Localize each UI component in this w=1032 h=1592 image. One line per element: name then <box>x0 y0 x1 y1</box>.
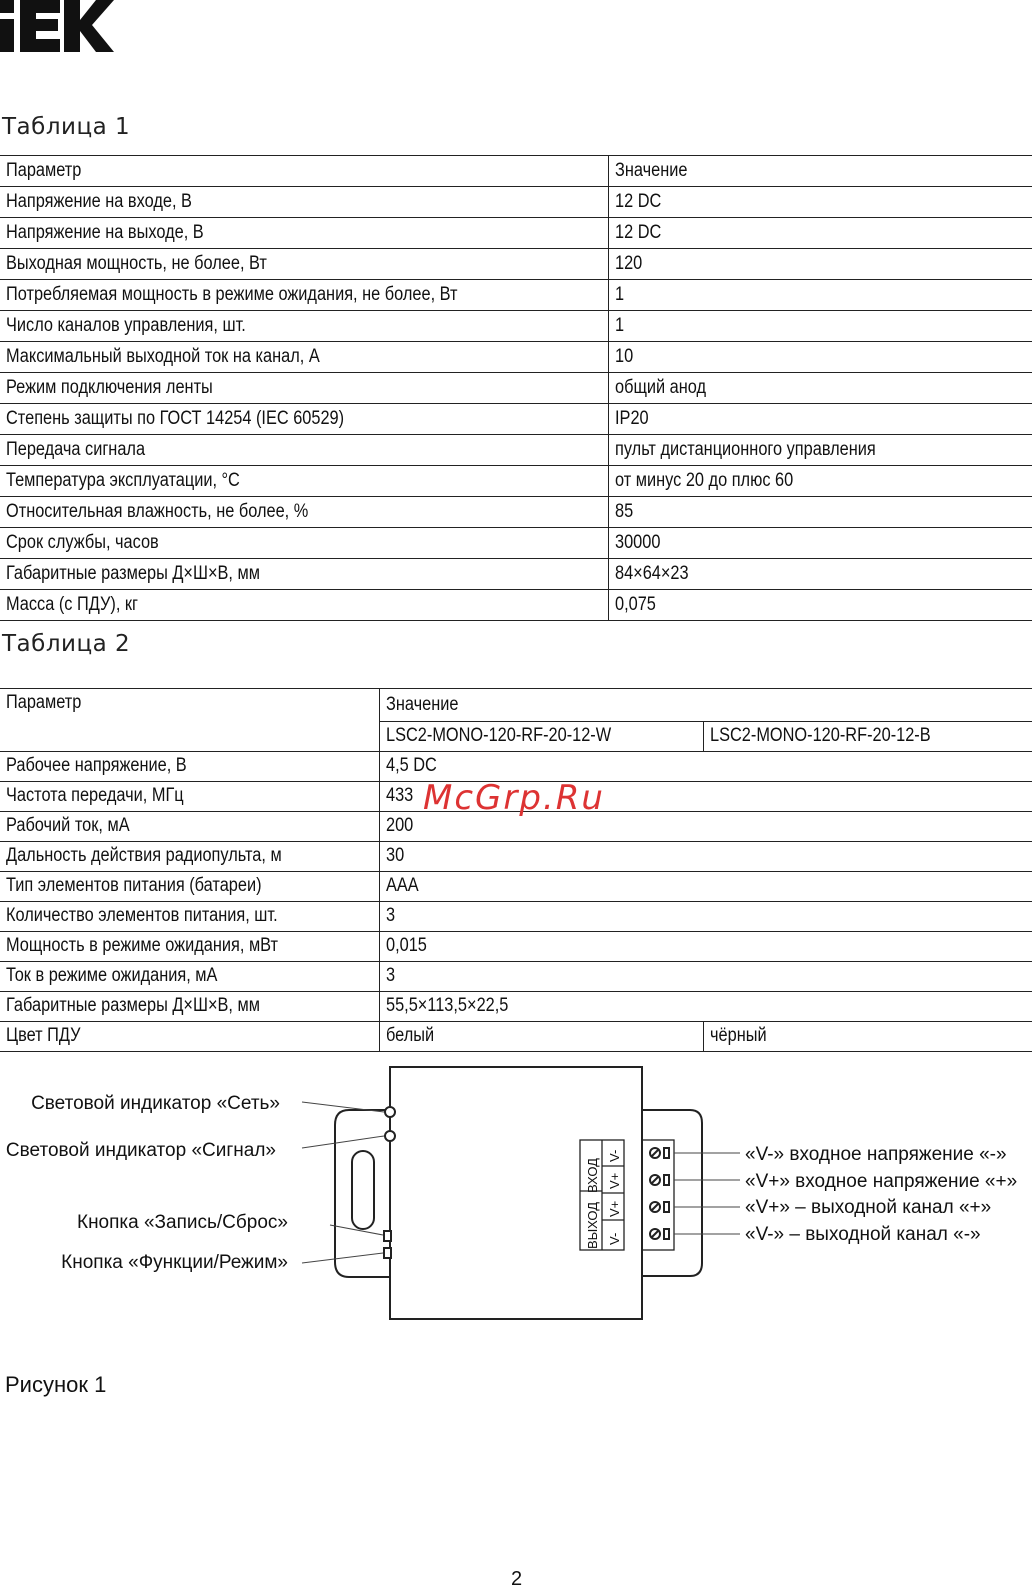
value-cell: 1 <box>608 280 1032 311</box>
param-cell: Число каналов управления, шт. <box>0 311 608 342</box>
table-row-color <box>0 1021 1032 1051</box>
param-cell: Рабочий ток, мА <box>0 811 379 841</box>
table-row <box>0 991 1032 1021</box>
value-cell: 0,015 <box>379 931 1032 961</box>
value-cell: 200 <box>379 811 1032 841</box>
param-cell: Тип элементов питания (батареи) <box>0 871 379 901</box>
value-cell: 55,5×113,5×22,5 <box>379 991 1032 1021</box>
panel-input-label: ВХОД <box>585 1158 600 1193</box>
param-cell: Напряжение на входе, В <box>0 187 608 218</box>
param-cell: Цвет ПДУ <box>0 1021 379 1051</box>
table-header-row <box>0 156 1032 187</box>
param-cell: Выходная мощность, не более, Вт <box>0 249 608 280</box>
function-mode-button <box>384 1248 391 1258</box>
header-cell-value: Значение <box>608 156 1032 187</box>
param-cell: Напряжение на выходе, В <box>0 218 608 249</box>
table-row <box>0 590 1032 621</box>
value-cell: 120 <box>608 249 1032 280</box>
value-cell: 10 <box>608 342 1032 373</box>
table1-caption: Таблица 1 <box>2 114 131 140</box>
table-header-row <box>0 689 1032 722</box>
table-header-models-row <box>0 721 1032 751</box>
param-cell: Срок службы, часов <box>0 528 608 559</box>
param-cell: Дальность действия радиопульта, м <box>0 841 379 871</box>
panel-out-vplus: V+ <box>607 1200 622 1217</box>
figure1-caption: Рисунок 1 <box>5 1372 107 1397</box>
table-row <box>0 404 1032 435</box>
panel-out-vminus: V- <box>607 1232 622 1245</box>
header-cell-empty <box>0 721 379 751</box>
param-cell: Мощность в режиме ожидания, мВт <box>0 931 379 961</box>
param-cell: Степень защиты по ГОСТ 14254 (IEC 60529) <box>0 404 608 435</box>
page-number: 2 <box>511 1568 523 1590</box>
value-cell: от минус 20 до плюс 60 <box>608 466 1032 497</box>
table-row <box>0 528 1032 559</box>
value-cell: IP20 <box>608 404 1032 435</box>
value-cell: 84×64×23 <box>608 559 1032 590</box>
value-cell: 12 DC <box>608 187 1032 218</box>
table-row <box>0 187 1032 218</box>
param-cell: Габаритные размеры Д×Ш×В, мм <box>0 559 608 590</box>
table1 <box>0 155 1032 621</box>
value-cell: общий анод <box>608 373 1032 404</box>
param-cell: Относительная влажность, не более, % <box>0 497 608 528</box>
label-output-vplus: «V+» – выходной канал «+» <box>745 1197 992 1218</box>
value-cell: 85 <box>608 497 1032 528</box>
value-cell: 30 <box>379 841 1032 871</box>
param-cell: Потребляемая мощность в режиме ожидания, не более, Вт <box>0 280 608 311</box>
table-row <box>0 751 1032 781</box>
param-cell: Масса (с ПДУ), кг <box>0 590 608 621</box>
header-cell-value: Значение <box>379 689 1032 722</box>
table-row <box>0 841 1032 871</box>
param-cell: Передача сигнала <box>0 435 608 466</box>
param-cell: Ток в режиме ожидания, мА <box>0 961 379 991</box>
param-cell: Рабочее напряжение, В <box>0 751 379 781</box>
table2-caption: Таблица 2 <box>2 631 131 657</box>
left-flange <box>335 1110 390 1277</box>
led-power <box>385 1107 395 1117</box>
value-cell: 3 <box>379 901 1032 931</box>
table-row <box>0 559 1032 590</box>
header-cell-param: Параметр <box>0 156 608 187</box>
watermark: McGrp.Ru <box>423 778 605 818</box>
value-cell-black: чёрный <box>703 1021 1032 1051</box>
table-row <box>0 249 1032 280</box>
table-row <box>0 311 1032 342</box>
record-reset-button <box>384 1231 391 1241</box>
table-row <box>0 218 1032 249</box>
table-row <box>0 961 1032 991</box>
table-row <box>0 280 1032 311</box>
value-cell: 433 <box>379 781 1032 811</box>
label-record-button: Кнопка «Запись/Сброс» <box>77 1212 288 1233</box>
table-row <box>0 342 1032 373</box>
table-row <box>0 901 1032 931</box>
value-cell: AAA <box>379 871 1032 901</box>
param-cell: Габаритные размеры Д×Ш×В, мм <box>0 991 379 1021</box>
mount-slot <box>352 1151 374 1229</box>
value-cell: 4,5 DC <box>379 751 1032 781</box>
header-cell-model-b: LSC2-MONO-120-RF-20-12-B <box>703 721 1032 751</box>
figure1-diagram <box>0 1065 1032 1355</box>
label-input-vminus: «V-» входное напряжение «-» <box>745 1144 1007 1165</box>
param-cell: Режим подключения ленты <box>0 373 608 404</box>
value-cell: 1 <box>608 311 1032 342</box>
panel-in-vminus: V- <box>607 1149 622 1162</box>
header-cell-param: Параметр <box>0 689 379 722</box>
right-flange <box>642 1110 702 1276</box>
value-cell: 3 <box>379 961 1032 991</box>
table-row <box>0 497 1032 528</box>
table-row <box>0 435 1032 466</box>
param-cell: Частота передачи, МГц <box>0 781 379 811</box>
header-cell-model-w: LSC2-MONO-120-RF-20-12-W <box>379 721 703 751</box>
label-function-button: Кнопка «Функции/Режим» <box>61 1252 288 1273</box>
table-row <box>0 466 1032 497</box>
param-cell: Количество элементов питания, шт. <box>0 901 379 931</box>
table-row <box>0 931 1032 961</box>
value-cell: 30000 <box>608 528 1032 559</box>
label-led-signal: Световой индикатор «Сигнал» <box>5 1140 276 1161</box>
panel-output-label: ВЫХОД <box>585 1201 600 1249</box>
label-output-vminus: «V-» – выходной канал «-» <box>745 1224 981 1245</box>
value-cell-white: белый <box>379 1021 703 1051</box>
table-row <box>0 373 1032 404</box>
table2 <box>0 688 1032 1052</box>
param-cell: Температура эксплуатации, °С <box>0 466 608 497</box>
param-cell: Максимальный выходной ток на канал, А <box>0 342 608 373</box>
value-cell: 12 DC <box>608 218 1032 249</box>
label-led-power: Световой индикатор «Сеть» <box>31 1093 280 1114</box>
panel-in-vplus: V+ <box>607 1172 622 1189</box>
terminal-screws <box>650 1148 669 1239</box>
value-cell: 0,075 <box>608 590 1032 621</box>
iek-logo <box>0 0 116 54</box>
led-signal <box>385 1131 395 1141</box>
table-row <box>0 871 1032 901</box>
value-cell: пульт дистанционного управления <box>608 435 1032 466</box>
label-input-vplus: «V+» входное напряжение «+» <box>745 1171 1018 1192</box>
